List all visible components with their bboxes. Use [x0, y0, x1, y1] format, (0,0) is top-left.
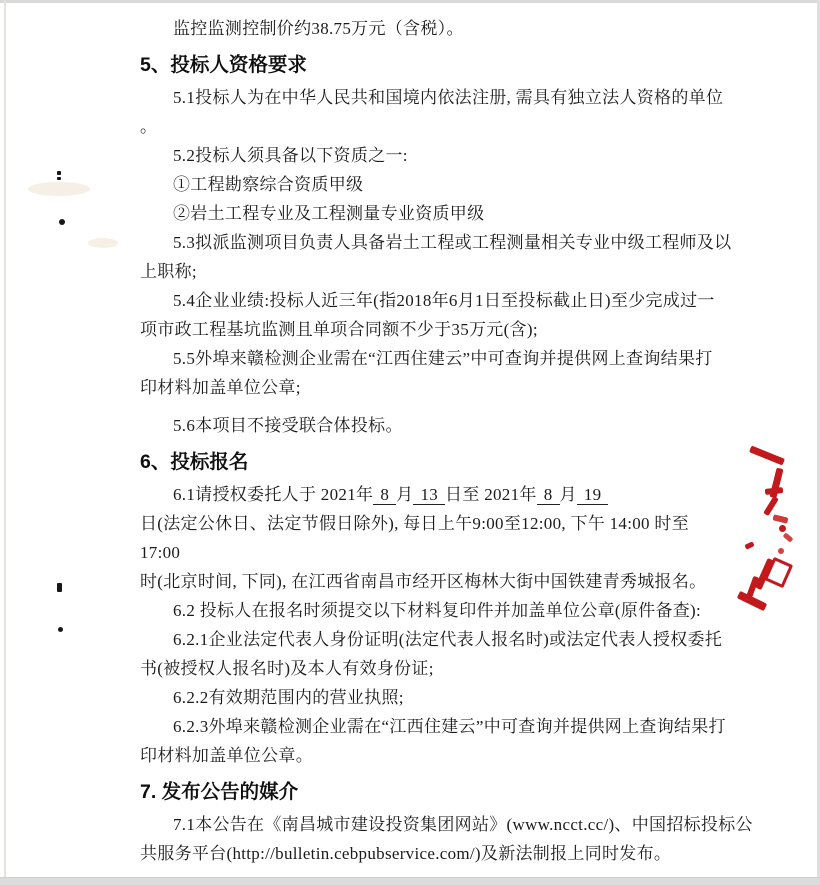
paragraph-line-16: 日(法定公休日、法定节假日除外), 每日上午9:00至12:00, 下午 14:00 时至 — [140, 514, 689, 533]
scan-speck — [59, 219, 65, 225]
paragraph-line-27: 共服务平台(http://bulletin.cebpubservice.com/)及新法制报上同时发布。 — [140, 844, 672, 863]
paragraph-line-23: 6.2.3外埠来赣检测企业需在“江西住建云”中可查询并提供网上查询结果打 — [173, 717, 726, 736]
scan-speck — [57, 177, 61, 180]
paragraph-line-17: 17:00 — [140, 543, 181, 562]
paragraph-line-15 — [140, 480, 804, 509]
text-segment: 月 — [559, 485, 577, 504]
section-heading-1: 5、投标人资格要求 — [140, 54, 307, 76]
text-segment: 6.1请授权委托人于 2021年 — [173, 485, 374, 504]
paragraph-line-6: ②岩土工程专业及工程测量专业资质甲级 — [173, 204, 485, 223]
paragraph-line-22: 6.2.2有效期范围内的营业执照; — [173, 688, 404, 707]
scan-speck — [58, 627, 63, 632]
document-body — [140, 14, 804, 868]
paragraph-line-2: 5.1投标人为在中华人民共和国境内依法注册, 需具有独立法人资格的单位 — [173, 88, 724, 107]
underlined-date-value: 8 — [373, 485, 396, 505]
paragraph-line-12: 印材料加盖单位公章; — [140, 378, 301, 397]
paragraph-line-19: 6.2 投标人在报名时须提交以下材料复印件并加盖单位公章(原件备查): — [173, 601, 702, 620]
paragraph-line-5: ①工程勘察综合资质甲级 — [173, 175, 364, 194]
paragraph-line-26: 7.1本公告在《南昌城市建设投资集团网站》(www.ncct.cc/)、中国招标投标公 — [173, 815, 753, 834]
text-segment: 月 — [396, 485, 414, 504]
paragraph-line-4: 5.2投标人须具备以下资质之一: — [173, 146, 408, 165]
page-edge-bottom — [0, 877, 820, 885]
scan-speck — [57, 171, 61, 175]
paragraph-line-11: 5.5外埠来赣检测企业需在“江西住建云”中可查询并提供网上查询结果打 — [173, 349, 713, 368]
underlined-date-value: 8 — [537, 485, 560, 505]
scan-smudge — [88, 238, 118, 248]
paragraph-line-24: 印材料加盖单位公章。 — [140, 746, 313, 765]
scan-speck — [57, 583, 62, 592]
page-edge-top — [0, 0, 820, 3]
paragraph-line-9: 5.4企业业绩:投标人近三年(指2018年6月1日至投标截止日)至少完成过一 — [173, 291, 715, 310]
section-heading-3: 7. 发布公告的媒介 — [140, 781, 299, 803]
section-heading-2: 6、投标报名 — [140, 451, 249, 473]
paragraph-line-18: 时(北京时间, 下同), 在江西省南昌市经开区梅林大街中国铁建青秀城报名。 — [140, 572, 707, 591]
underlined-date-value: 19 — [577, 485, 609, 505]
paragraph-line-3: 。 — [140, 117, 158, 136]
paragraph-line-8: 上职称; — [140, 262, 197, 281]
paragraph-line-20: 6.2.1企业法定代表人身份证明(法定代表人报名时)或法定代表人授权委托 — [173, 630, 723, 649]
text-segment: 日至 2021年 — [445, 485, 537, 504]
paragraph-line-13: 5.6本项目不接受联合体投标。 — [173, 416, 403, 435]
paragraph-line-21: 书(被授权人报名时)及本人有效身份证; — [140, 659, 434, 678]
page-edge-left — [4, 0, 6, 885]
paragraph-line-0: 监控监测控制价约38.75万元（含税）。 — [173, 19, 464, 38]
underlined-date-value: 13 — [413, 485, 445, 505]
paragraph-line-10: 项市政工程基坑监测且单项合同额不少于35万元(含); — [140, 320, 538, 339]
scan-smudge — [28, 182, 90, 196]
paragraph-line-7: 5.3拟派监测项目负责人具备岩土工程或工程测量相关专业中级工程师及以 — [173, 233, 732, 252]
